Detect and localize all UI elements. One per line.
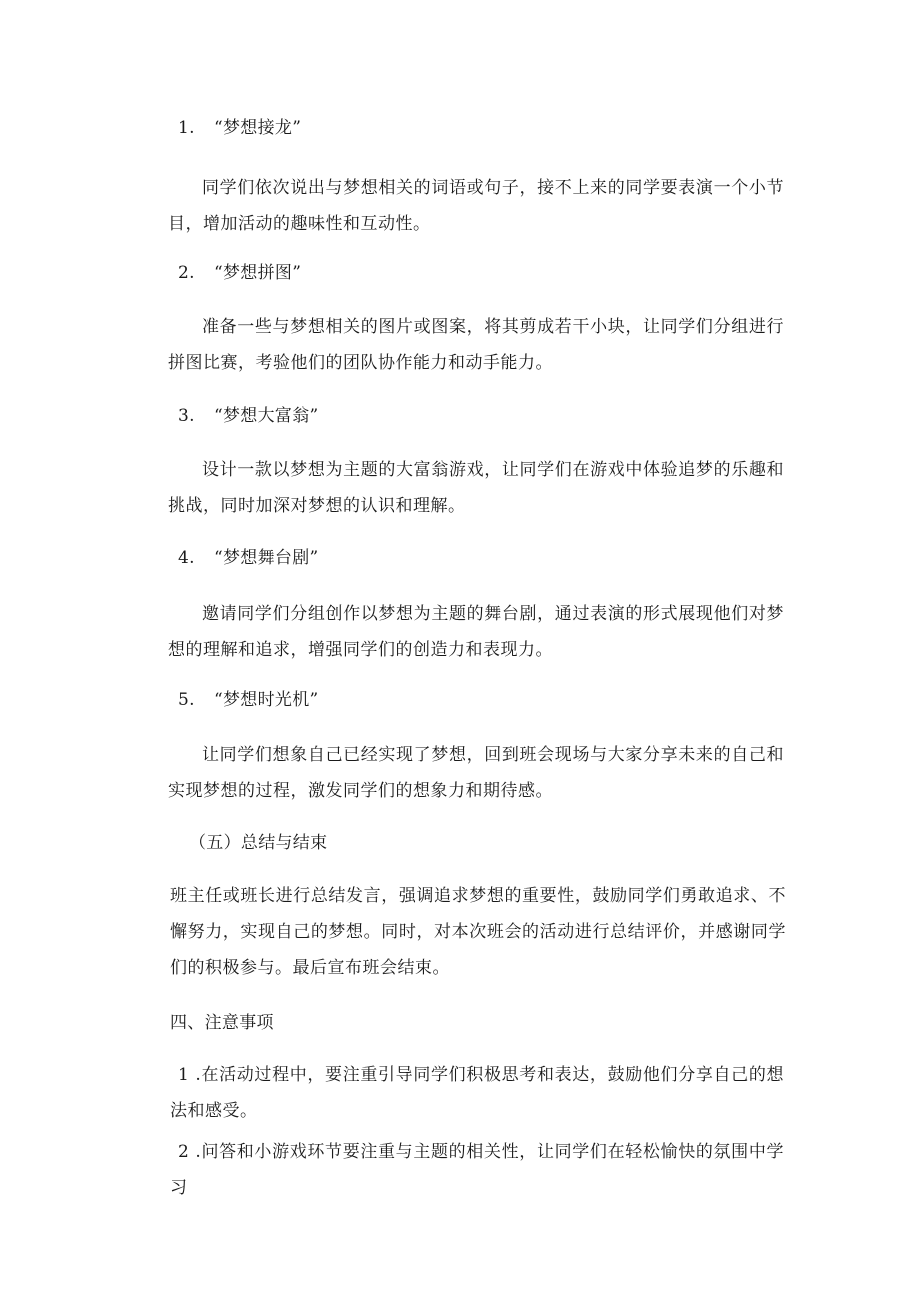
item-body: 设计一款以梦想为主题的大富翁游戏，让同学们在游戏中体验追梦的乐趣和挑战，同时加深对梦想的认识和理解。 bbox=[168, 460, 784, 516]
item-title: “梦想接龙” bbox=[214, 118, 302, 138]
item-number: 2. bbox=[178, 263, 195, 283]
item-heading bbox=[178, 263, 301, 283]
item-body: 准备一些与梦想相关的图片或图案，将其剪成若干小块，让同学们分组进行拼图比赛，考验他们的团队协作能力和动手能力。 bbox=[168, 317, 784, 373]
item-heading bbox=[178, 548, 318, 568]
item-heading bbox=[178, 406, 318, 426]
item-number: 1. bbox=[178, 118, 195, 138]
item-title: “梦想舞台剧” bbox=[214, 548, 319, 568]
chapter-heading: 四、注意事项 bbox=[170, 1013, 274, 1033]
item-body: 邀请同学们分组创作以梦想为主题的舞台剧，通过表演的形式展现他们对梦想的理解和追求，增强同学们的创造力和表现力。 bbox=[168, 604, 784, 660]
item-body: 同学们依次说出与梦想相关的词语或句子，接不上来的同学要表演一个小节目，增加活动的趣味性和互动性。 bbox=[168, 178, 784, 234]
section-heading: （五）总结与结束 bbox=[189, 833, 328, 853]
item-title: “梦想拼图” bbox=[214, 263, 302, 283]
item-title: “梦想时光机” bbox=[214, 690, 319, 710]
item-heading bbox=[178, 118, 301, 138]
item-number: 3. bbox=[178, 406, 195, 426]
item-number: 4. bbox=[178, 548, 195, 568]
item-number: 5. bbox=[178, 690, 195, 710]
item-body: 让同学们想象自己已经实现了梦想，回到班会现场与大家分享未来的自己和实现梦想的过程，激发同学们的想象力和期待感。 bbox=[168, 745, 784, 801]
item-heading bbox=[178, 690, 318, 710]
summary-body: 班主任或班长进行总结发言，强调追求梦想的重要性，鼓励同学们勇敢追求、不懈努力，实现自己的梦想。同时，对本次班会的活动进行总结评价，并感谢同学们的积极参与。最后宣布班会结束。 bbox=[170, 886, 786, 978]
note-item: 2 .问答和小游戏环节要注重与主题的相关性，让同学们在轻松愉快的氛围中学习 bbox=[170, 1142, 784, 1198]
item-title: “梦想大富翁” bbox=[214, 406, 319, 426]
note-item: 1 .在活动过程中，要注重引导同学们积极思考和表达，鼓励他们分享自己的想法和感受。 bbox=[170, 1065, 784, 1121]
